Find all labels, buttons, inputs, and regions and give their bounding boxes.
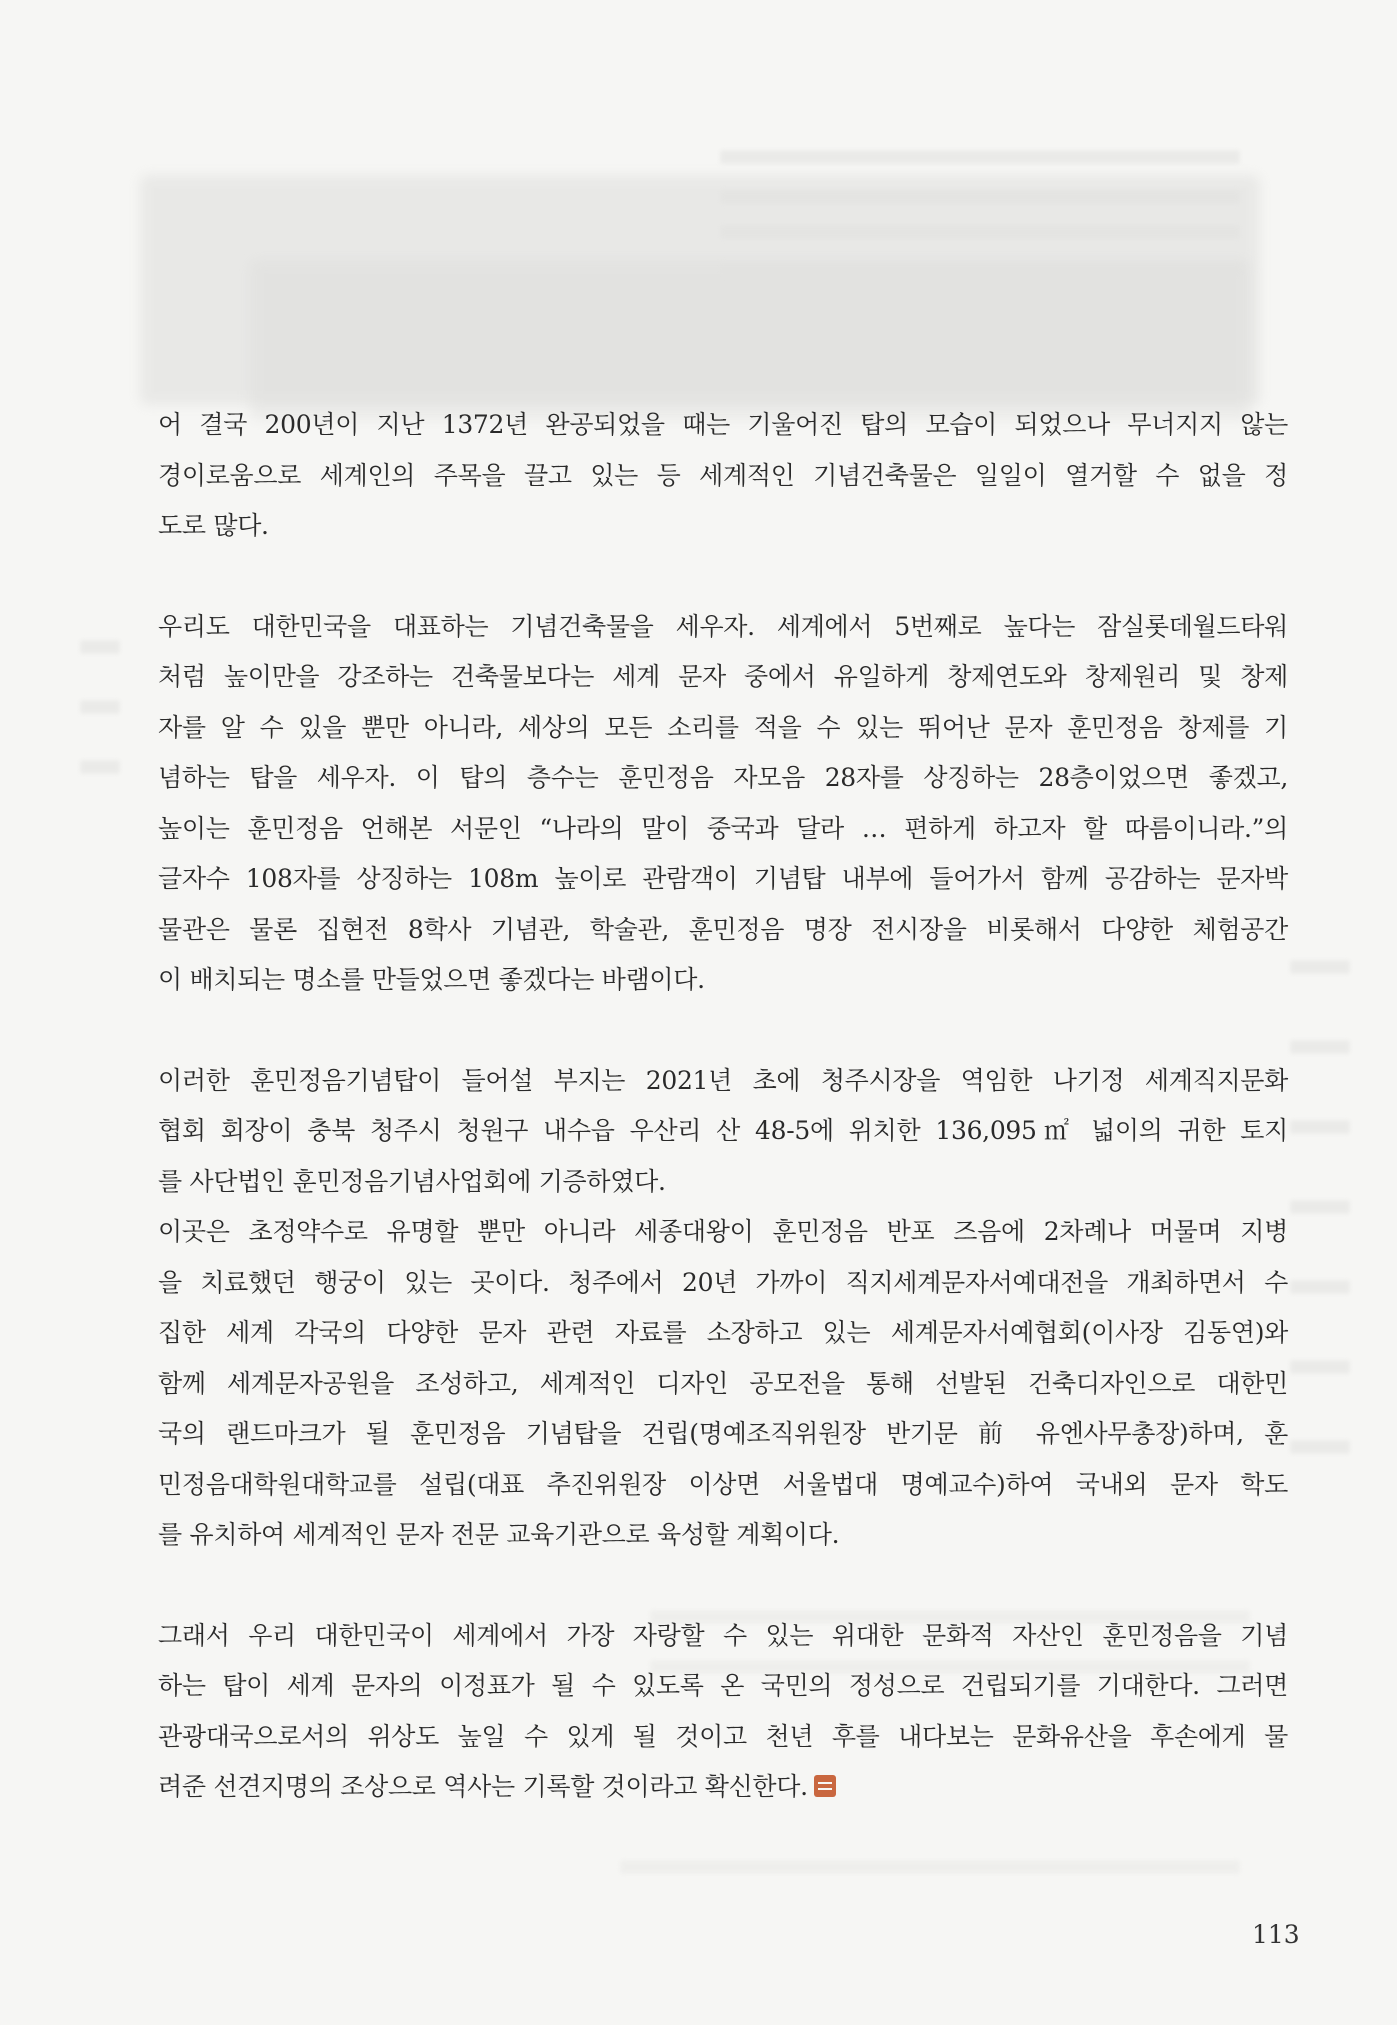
paragraph-3 [158,1056,1288,1208]
text-line: 협회 회장이 충북 청주시 청원구 내수읍 우산리 산 48-5에 위치한 136,095㎡ 넓이의 귀한 토지 [158,1116,1288,1145]
paragraph-5 [158,1611,1288,1813]
paragraph-4 [158,1207,1288,1561]
text-line: 를 사단법인 훈민정음기념사업회에 기증하였다. [158,1166,666,1196]
text-line: 처럼 높이만을 강조하는 건축물보다는 세계 문자 중에서 유일하게 창제연도와 창제원리 및 창제 [158,662,1288,691]
article-body [158,400,1288,1813]
paragraph-2 [158,602,1288,1006]
text-line: 우리도 대한민국을 대표하는 기념건축물을 세우자. 세계에서 5번째로 높다는 잠실롯데월드타워 [158,611,1288,641]
text-line: 어 결국 200년이 지난 1372년 완공되었을 때는 기울어진 탑의 모습이 되었으나 무너지지 않는 [158,410,1288,439]
text-line: 하는 탑이 세계 문자의 이정표가 될 수 있도록 온 국민의 정성으로 건립되기를 기대한다. 그러면 [158,1671,1288,1700]
text-line-final-text: 려준 선견지명의 조상으로 역사는 기록할 것이라고 확신한다. [158,1772,808,1801]
text-line: 이 배치되는 명소를 만들었으면 좋겠다는 바램이다. [158,965,705,994]
text-line: 이러한 훈민정음기념탑이 들어설 부지는 2021년 초에 청주시장을 역임한 나기정 세계직지문화 [158,1065,1288,1095]
text-line: 관광대국으로서의 위상도 높일 수 있게 될 것이고 천년 후를 내다보는 문화유산을 후손에게 물 [158,1721,1288,1751]
text-line: 를 유치하여 세계적인 문자 전문 교육기관으로 육성할 계획이다. [158,1520,840,1549]
text-line: 민정음대학원대학교를 설립(대표 추진위원장 이상면 서울법대 명예교수)하여 국내외 문자 학도 [158,1469,1288,1499]
page-number: 113 [1252,1920,1300,1949]
text-line: 경이로움으로 세계인의 주목을 끌고 있는 등 세계적인 기념건축물은 일일이 열거할 수 없을 정 [158,460,1288,490]
text-line: 집한 세계 각국의 다양한 문자 관련 자료를 소장하고 있는 세계문자서예협회(이사장 김동연)와 [158,1318,1288,1347]
text-line: 글자수 108자를 상징하는 108m 높이로 관람객이 기념탑 내부에 들어가서 함께 공감하는 문자박 [158,864,1288,893]
text-line-final [158,1762,1288,1813]
text-line: 함께 세계문자공원을 조성하고, 세계적인 디자인 공모전을 통해 선발된 건축디자인으로 대한민 [158,1368,1288,1398]
text-line: 높이는 훈민정음 언해본 서문인 “나라의 말이 중국과 달라 … 편하게 하고자 할 따름이니라.”의 [158,813,1288,843]
text-line: 도로 많다. [158,511,269,540]
text-line: 념하는 탑을 세우자. 이 탑의 층수는 훈민정음 자모음 28자를 상징하는 28층이었으면 좋겠고, [158,763,1288,792]
paragraph-1 [158,400,1288,552]
text-line: 이곳은 초정약수로 유명할 뿐만 아니라 세종대왕이 훈민정음 반포 즈음에 2차례나 머물며 지병 [158,1217,1288,1246]
text-line: 자를 알 수 있을 뿐만 아니라, 세상의 모든 소리를 적을 수 있는 뛰어난 문자 훈민정음 창제를 기 [158,712,1288,742]
text-line: 그래서 우리 대한민국이 세계에서 가장 자랑할 수 있는 위대한 문화적 자산인 훈민정음을 기념 [158,1620,1288,1650]
text-line: 물관은 물론 집현전 8학사 기념관, 학술관, 훈민정음 명장 전시장을 비롯해서 다양한 체험공간 [158,914,1288,944]
text-line: 국의 랜드마크가 될 훈민정음 기념탑을 건립(명예조직위원장 반기문 前 유엔사무총장)하며, 훈 [158,1419,1288,1448]
text-line: 을 치료했던 행궁이 있는 곳이다. 청주에서 20년 가까이 직지세계문자서예대전을 개최하면서 수 [158,1267,1288,1297]
end-of-article-mark-icon [814,1775,836,1797]
